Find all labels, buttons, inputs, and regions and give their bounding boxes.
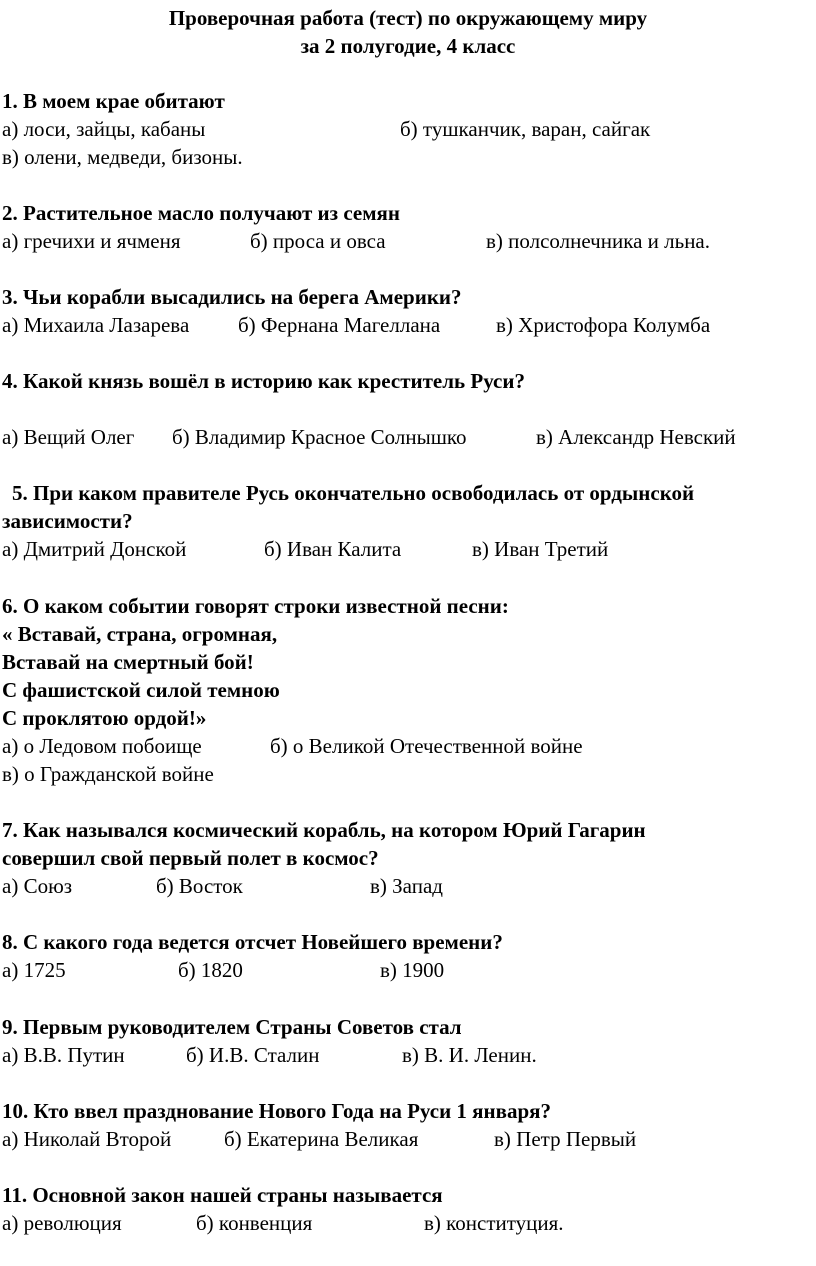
question-3-option-a: а) Михаила Лазарева — [2, 313, 190, 337]
question-5-option-b: б) Иван Калита — [264, 537, 402, 561]
question-7-option-a: а) Союз — [2, 874, 73, 898]
question-10-option-a: а) Николай Второй — [2, 1127, 172, 1151]
question-5-line-2: зависимости? — [2, 509, 133, 533]
question-10: 10. Кто ввел празднование Нового Года на Руси 1 января? — [2, 1099, 552, 1123]
song-quote-line-1: « Вставай, страна, огромная, — [2, 622, 278, 646]
question-2: 2. Растительное масло получают из семян — [2, 201, 401, 225]
question-11-option-b: б) конвенция — [196, 1211, 313, 1235]
question-8-option-a: а) 1725 — [2, 958, 66, 982]
question-6-option-b: б) о Великой Отечественной войне — [270, 734, 583, 758]
question-1-option-c: в) олени, медведи, бизоны. — [2, 145, 243, 169]
document-title-line-1: Проверочная работа (тест) по окружающему миру — [168, 6, 648, 30]
question-4: 4. Какой князь вошёл в историю как креститель Руси? — [2, 369, 525, 393]
question-4-option-c: в) Александр Невский — [536, 425, 736, 449]
question-8-option-b: б) 1820 — [178, 958, 243, 982]
question-11-option-c: в) конституция. — [424, 1211, 564, 1235]
question-6-option-a: а) о Ледовом побоище — [2, 734, 202, 758]
song-quote-line-2: Вставай на смертный бой! — [2, 650, 254, 674]
document-title-line-2: за 2 полугодие, 4 класс — [300, 34, 516, 58]
question-9-option-c: в) В. И. Ленин. — [402, 1043, 537, 1067]
question-7-line-2: совершил свой первый полет в космос? — [2, 846, 379, 870]
question-8: 8. С какого года ведется отсчет Новейшего времени? — [2, 930, 503, 954]
question-2-option-b: б) проса и овса — [250, 229, 386, 253]
question-7-option-b: б) Восток — [156, 874, 243, 898]
question-6-option-c: в) о Гражданской войне — [2, 762, 214, 786]
question-9-option-b: б) И.В. Сталин — [186, 1043, 320, 1067]
question-5-line-1: 5. При каком правителе Русь окончательно освободилась от ордынской — [12, 481, 695, 505]
question-3-option-c: в) Христофора Колумба — [496, 313, 711, 337]
question-4-option-b: б) Владимир Красное Солнышко — [172, 425, 467, 449]
question-2-option-a: а) гречихи и ячменя — [2, 229, 181, 253]
question-7-line-1: 7. Как назывался космический корабль, на котором Юрий Гагарин — [2, 818, 646, 842]
song-quote-line-3: С фашистской силой темною — [2, 678, 280, 702]
question-10-option-c: в) Петр Первый — [494, 1127, 637, 1151]
question-4-option-a: а) Вещий Олег — [2, 425, 135, 449]
question-6: 6. О каком событии говорят строки известной песни: — [2, 594, 509, 618]
question-5-option-c: в) Иван Третий — [472, 537, 609, 561]
question-3: 3. Чьи корабли высадились на берега Америки? — [2, 285, 462, 309]
question-7-option-c: в) Запад — [370, 874, 443, 898]
question-2-option-c: в) полсолнечника и льна. — [486, 229, 711, 253]
question-3-option-b: б) Фернана Магеллана — [238, 313, 441, 337]
question-1-option-b: б) тушканчик, варан, сайгак — [400, 117, 651, 141]
question-10-option-b: б) Екатерина Великая — [224, 1127, 419, 1151]
question-1-option-a: а) лоси, зайцы, кабаны — [2, 117, 206, 141]
question-5-option-a: а) Дмитрий Донской — [2, 537, 187, 561]
question-9: 9. Первым руководителем Страны Советов стал — [2, 1015, 462, 1039]
question-8-option-c: в) 1900 — [380, 958, 445, 982]
song-quote-line-4: С проклятою ордой!» — [2, 706, 207, 730]
question-9-option-a: а) В.В. Путин — [2, 1043, 125, 1067]
question-11-option-a: а) революция — [2, 1211, 122, 1235]
question-11: 11. Основной закон нашей страны называется — [2, 1183, 443, 1207]
question-1: 1. В моем крае обитают — [2, 89, 225, 113]
